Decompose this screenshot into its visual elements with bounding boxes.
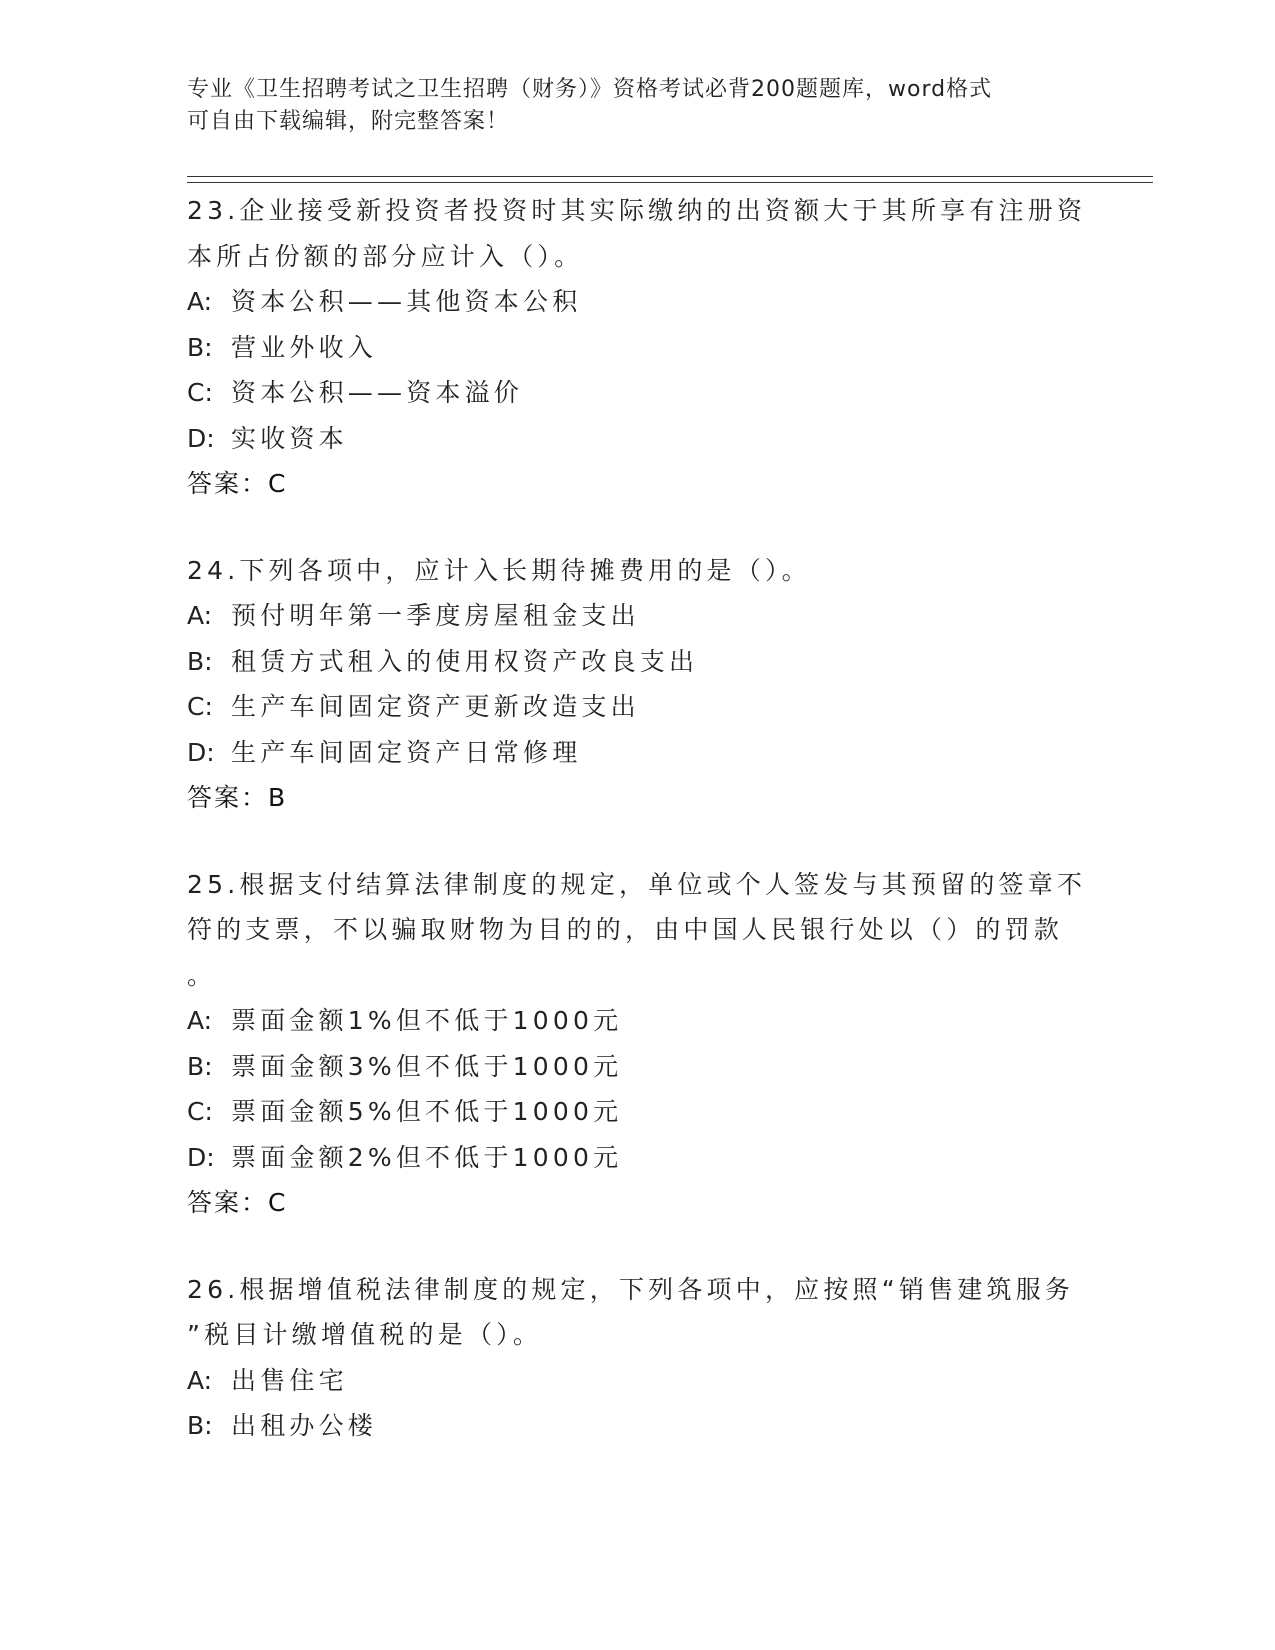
question-line: 26.根据增值税法律制度的规定，下列各项中，应按照“销售建筑服务 bbox=[187, 1274, 1075, 1304]
option-letter: A: bbox=[187, 287, 213, 316]
answer-label: 答案： bbox=[187, 469, 269, 498]
header-line-1: 专业《卫生招聘考试之卫生招聘（财务）》资格考试必背200题题库，word格式 bbox=[187, 77, 993, 102]
question-text bbox=[187, 188, 1087, 279]
answer-value: B bbox=[268, 783, 286, 812]
option-text: 票面金额5%但不低于1000元 bbox=[231, 1097, 623, 1126]
option-text: 票面金额2%但不低于1000元 bbox=[231, 1142, 623, 1172]
question-24 bbox=[187, 548, 1087, 821]
option-text: 生产车间固定资产更新改造支出 bbox=[231, 692, 640, 721]
answer-value: C bbox=[268, 469, 286, 498]
question-text bbox=[187, 548, 1087, 594]
option-b bbox=[187, 1403, 1087, 1449]
option-a bbox=[187, 279, 1087, 325]
option-letter: B: bbox=[187, 1411, 213, 1440]
option-text: 实收资本 bbox=[231, 423, 348, 453]
question-line: 24.下列各项中，应计入长期待摊费用的是（）。 bbox=[187, 555, 811, 585]
question-line: 25.根据支付结算法律制度的规定，单位或个人签发与其预留的签章不 bbox=[187, 869, 1087, 899]
option-letter: B: bbox=[187, 646, 213, 676]
question-text bbox=[187, 862, 1087, 999]
question-25 bbox=[187, 862, 1087, 1226]
option-letter: B: bbox=[187, 332, 213, 362]
header-line-2: 可自由下载编辑，附完整答案！ bbox=[187, 109, 510, 134]
header-divider-top bbox=[187, 176, 1153, 177]
question-line: 符的支票，不以骗取财物为目的的，由中国人民银行处以（）的罚款 bbox=[187, 915, 1064, 944]
answer bbox=[187, 1180, 1087, 1226]
option-letter: C: bbox=[187, 378, 213, 407]
option-d bbox=[187, 730, 1087, 776]
option-text: 票面金额3%但不低于1000元 bbox=[231, 1051, 623, 1081]
question-line: ”税目计缴增值税的是（）。 bbox=[187, 1320, 543, 1349]
question-line: 本所占份额的部分应计入（）。 bbox=[187, 241, 584, 271]
answer-label: 答案： bbox=[187, 1188, 269, 1217]
option-letter: A: bbox=[187, 1365, 213, 1395]
option-text: 生产车间固定资产日常修理 bbox=[231, 737, 582, 767]
document-header bbox=[187, 74, 1087, 138]
question-26 bbox=[187, 1267, 1087, 1449]
option-text: 预付明年第一季度房屋租金支出 bbox=[231, 601, 640, 630]
option-text: 资本公积——资本溢价 bbox=[231, 378, 524, 407]
question-list bbox=[187, 188, 1087, 1490]
option-b bbox=[187, 639, 1087, 685]
option-a bbox=[187, 998, 1087, 1044]
option-text: 租赁方式租入的使用权资产改良支出 bbox=[231, 646, 699, 676]
option-letter: D: bbox=[187, 423, 215, 453]
option-c bbox=[187, 684, 1087, 730]
option-c bbox=[187, 370, 1087, 416]
option-letter: B: bbox=[187, 1051, 213, 1081]
option-a bbox=[187, 593, 1087, 639]
answer-label: 答案： bbox=[187, 783, 269, 812]
answer bbox=[187, 775, 1087, 821]
option-text: 资本公积——其他资本公积 bbox=[231, 287, 582, 316]
option-text: 出租办公楼 bbox=[231, 1411, 378, 1440]
option-c bbox=[187, 1089, 1087, 1135]
answer-value: C bbox=[268, 1188, 286, 1217]
question-text bbox=[187, 1267, 1087, 1358]
option-letter: D: bbox=[187, 737, 215, 767]
option-d bbox=[187, 416, 1087, 462]
option-text: 票面金额1%但不低于1000元 bbox=[231, 1006, 623, 1035]
header-divider-bottom bbox=[187, 182, 1153, 183]
option-b bbox=[187, 1044, 1087, 1090]
option-letter: A: bbox=[187, 601, 213, 630]
question-23 bbox=[187, 188, 1087, 507]
option-letter: A: bbox=[187, 1006, 213, 1035]
option-letter: D: bbox=[187, 1142, 215, 1172]
option-letter: C: bbox=[187, 1097, 213, 1126]
option-text: 营业外收入 bbox=[231, 332, 378, 362]
option-b bbox=[187, 325, 1087, 371]
option-text: 出售住宅 bbox=[231, 1365, 348, 1395]
question-line: 23.企业接受新投资者投资时其实际缴纳的出资额大于其所享有注册资 bbox=[187, 196, 1087, 225]
option-d bbox=[187, 1135, 1087, 1181]
option-a bbox=[187, 1358, 1087, 1404]
option-letter: C: bbox=[187, 692, 213, 721]
answer bbox=[187, 461, 1087, 507]
question-line: 。 bbox=[187, 960, 217, 990]
